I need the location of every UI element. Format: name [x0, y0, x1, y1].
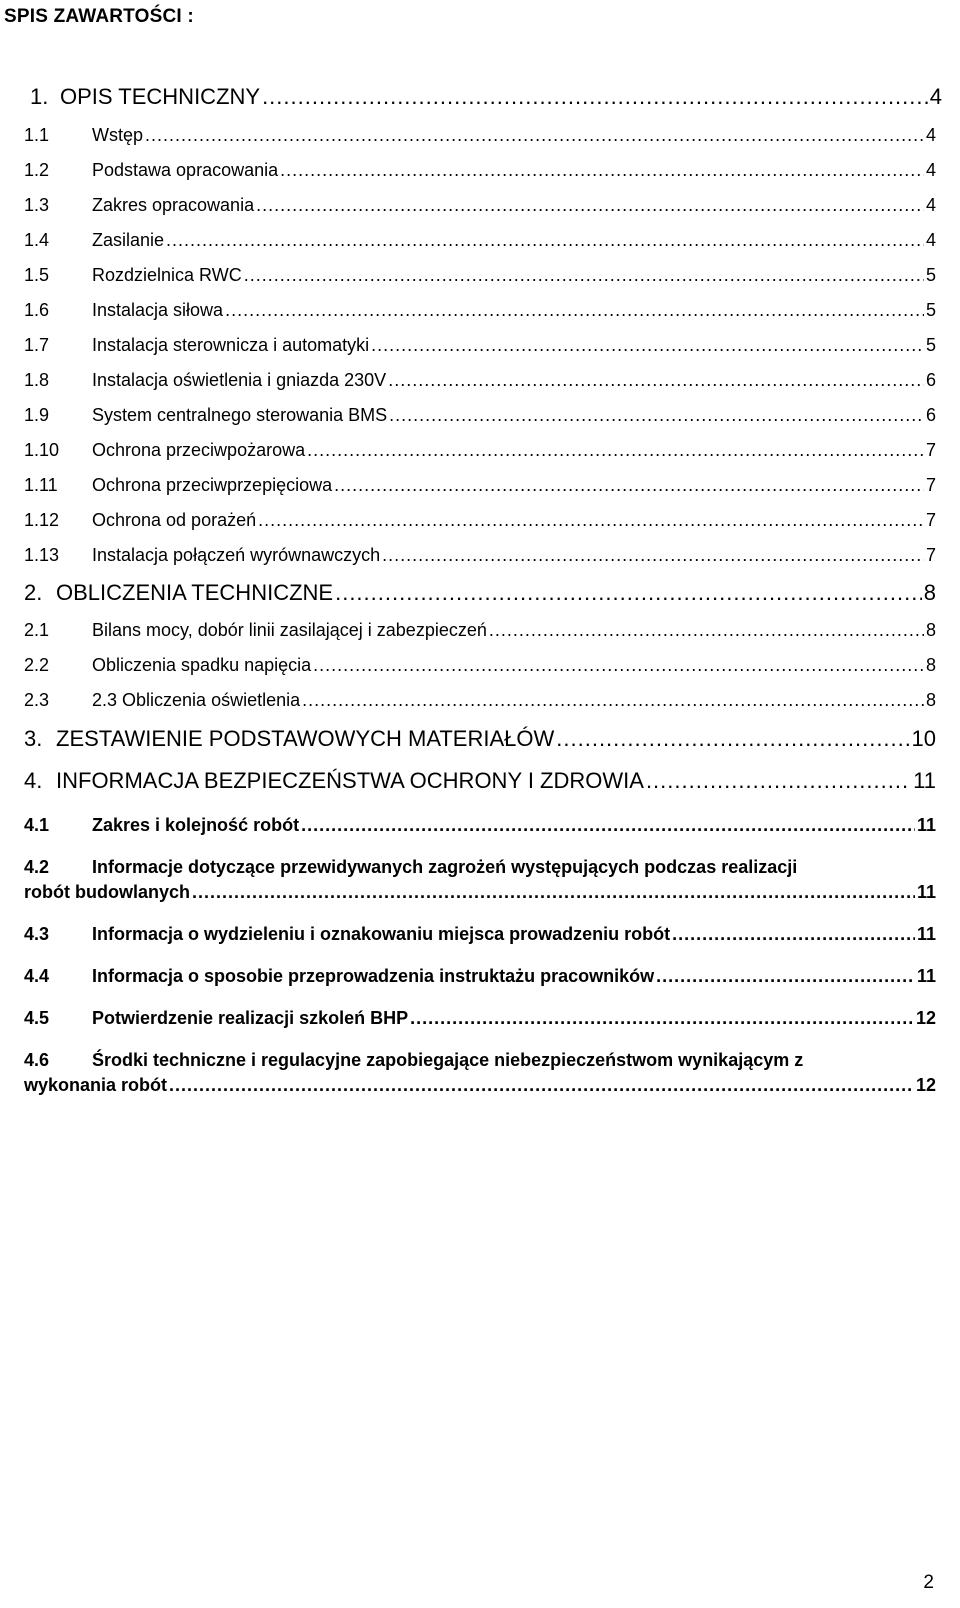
toc-entry-number: 4. [24, 768, 43, 793]
toc-entry-2-3[interactable] [24, 690, 936, 711]
toc-entry-page: 5 [925, 335, 936, 355]
toc-entry-text: Rozdzielnica RWC [92, 265, 242, 285]
toc-entry-text: robót budowlanych [24, 882, 190, 902]
toc-entry-1-12[interactable] [24, 510, 936, 531]
dot-leader [656, 966, 915, 987]
toc-entry-number: 4.4 [24, 966, 50, 986]
toc-entry-2-2[interactable] [24, 655, 936, 676]
toc-entry-number: 2.2 [24, 655, 50, 675]
toc-entry-text: Informacja o sposobie przeprowadzenia instruktażu pracowników [92, 966, 655, 986]
toc-entry-text: System centralnego sterowania BMS [92, 405, 388, 425]
toc-entry-number: 1.1 [24, 125, 50, 145]
toc-entry-page: 6 [925, 370, 936, 390]
toc-entry-page: 4 [925, 160, 936, 180]
toc-entry-page: 8 [923, 580, 936, 605]
dot-leader [225, 300, 924, 321]
toc-entry-1-4[interactable] [24, 230, 936, 251]
toc-entry-1-2[interactable] [24, 160, 936, 181]
dot-leader [145, 125, 924, 146]
dot-leader [371, 335, 924, 356]
dot-leader [192, 882, 915, 903]
dot-leader [489, 620, 924, 641]
toc-entry-2-1[interactable] [24, 620, 936, 641]
toc-entry-number: 1.11 [24, 475, 58, 495]
toc-entry-page: 4 [925, 195, 936, 215]
dot-leader [256, 195, 924, 216]
toc-entry-1-11[interactable] [24, 475, 936, 496]
toc-entry-page: 5 [925, 265, 936, 285]
toc-entry-number: 1.2 [24, 160, 50, 180]
toc-entry-page: 8 [925, 690, 936, 710]
toc-entry-page: 8 [925, 655, 936, 675]
toc-entry-text: Instalacja siłowa [92, 300, 224, 320]
toc-entry-text: INFORMACJA BEZPIECZEŃSTWA OCHRONY I ZDROWIA [56, 768, 644, 793]
toc-entry-text: 2.3 Obliczenia oświetlenia [92, 690, 301, 710]
toc-entry-text: Ochrona od porażeń [92, 510, 257, 530]
dot-leader [169, 1075, 914, 1096]
toc-entry-number: 1.8 [24, 370, 50, 390]
toc-entry-page: 11 [916, 924, 936, 944]
toc-entry-page: 11 [916, 815, 936, 835]
toc-entry-number: 1.7 [24, 335, 50, 355]
toc-entry-number: 4.5 [24, 1008, 50, 1028]
dot-leader [313, 655, 924, 676]
dot-leader [334, 475, 924, 496]
toc-entry-1-3[interactable] [24, 195, 936, 216]
toc-entry-page: 11 [916, 882, 936, 902]
toc-entry-number: 1.9 [24, 405, 50, 425]
toc-entry-number: 1.12 [24, 510, 60, 530]
toc-title: SPIS ZAWARTOŚCI : [4, 6, 194, 27]
toc-entry-text: OPIS TECHNICZNY [60, 84, 261, 109]
toc-entry-number: 4.1 [24, 815, 50, 835]
toc-entry-text: Informacje dotyczące przewidywanych zagrożeń występujących podczas realizacji [92, 857, 798, 877]
toc-entry-page: 11 [916, 966, 936, 986]
toc-entry-text: Obliczenia spadku napięcia [92, 655, 312, 675]
toc-entry-page: 7 [925, 545, 936, 565]
dot-leader [244, 265, 924, 286]
dot-leader [388, 370, 924, 391]
toc-entry-number: 1.5 [24, 265, 50, 285]
toc-entry-4-3[interactable] [24, 924, 936, 945]
dot-leader [556, 726, 909, 752]
toc-entry-text: Wstęp [92, 125, 144, 145]
toc-entry-1-10[interactable] [24, 440, 936, 461]
toc-entry-text: OBLICZENIA TECHNICZNE [56, 580, 334, 605]
page-number: 2 [923, 1572, 934, 1593]
toc-entry-4-1[interactable] [24, 815, 936, 836]
toc-entry-number: 2.1 [24, 620, 50, 640]
toc-entry-text: Zakres i kolejność robót [92, 815, 300, 835]
toc-entry-1-6[interactable] [24, 300, 936, 321]
toc-entry-1[interactable] [30, 84, 942, 110]
dot-leader [302, 690, 924, 711]
toc-entry-number: 2.3 [24, 690, 50, 710]
toc-entry-1-7[interactable] [24, 335, 936, 356]
dot-leader [301, 815, 915, 836]
toc-entry-4[interactable] [24, 768, 936, 794]
toc-entry-number: 4.6 [24, 1050, 50, 1070]
toc-entry-number: 4.3 [24, 924, 50, 944]
toc-entry-number: 2. [24, 580, 43, 605]
toc-entry-page: 8 [925, 620, 936, 640]
toc-entry-text: Instalacja połączeń wyrównawczych [92, 545, 381, 565]
toc-entry-1-8[interactable] [24, 370, 936, 391]
toc-entry-text: Potwierdzenie realizacji szkoleń BHP [92, 1008, 409, 1028]
toc-entry-page: 7 [925, 440, 936, 460]
toc-entry-page: 7 [925, 475, 936, 495]
dot-leader [382, 545, 924, 566]
toc-entry-1-13[interactable] [24, 545, 936, 566]
toc-entry-4-2-line2[interactable] [24, 882, 936, 903]
toc-entry-number: 4.2 [24, 857, 50, 877]
toc-entry-text: wykonania robót [24, 1075, 168, 1095]
toc-entry-2[interactable] [24, 580, 936, 606]
toc-entry-number: 1. [30, 84, 49, 109]
toc-entry-number: 1.3 [24, 195, 50, 215]
toc-entry-text: Bilans mocy, dobór linii zasilającej i zabezpieczeń [92, 620, 487, 640]
toc-entry-page: 7 [925, 510, 936, 530]
dot-leader [258, 510, 924, 531]
dot-leader [307, 440, 924, 461]
toc-entry-text: Informacja o wydzieleniu i oznakowaniu miejsca prowadzeniu robót [92, 924, 671, 944]
toc-entry-page: 6 [925, 405, 936, 425]
toc-entry-page: 4 [929, 84, 942, 109]
toc-entry-4-4[interactable] [24, 966, 936, 987]
dot-leader [335, 580, 922, 606]
toc-entry-1-9[interactable] [24, 405, 936, 426]
toc-entry-4-5[interactable] [24, 1008, 936, 1029]
dot-leader [646, 768, 911, 794]
toc-entry-number: 1.13 [24, 545, 60, 565]
dot-leader [389, 405, 924, 426]
toc-entry-text: Instalacja sterownicza i automatyki [92, 335, 370, 355]
toc-entry-page: 12 [915, 1008, 936, 1028]
toc-entry-page: 5 [925, 300, 936, 320]
dot-leader [166, 230, 924, 251]
toc-entry-text: Ochrona przeciwpożarowa [92, 440, 306, 460]
toc-entry-number: 3. [24, 726, 43, 751]
toc-entry-4-6-line1[interactable] [24, 1050, 936, 1071]
dot-leader [410, 1008, 914, 1029]
toc-entry-text: Ochrona przeciwprzepięciowa [92, 475, 333, 495]
toc-entry-number: 1.4 [24, 230, 50, 250]
toc-entry-text: ZESTAWIENIE PODSTAWOWYCH MATERIAŁÓW [56, 726, 555, 751]
toc-entry-page: 10 [911, 726, 936, 751]
toc-entry-page: 4 [925, 230, 936, 250]
toc-entry-1-5[interactable] [24, 265, 936, 286]
toc-entry-text: Środki techniczne i regulacyjne zapobiegające niebezpieczeństwom wynikającym z [92, 1050, 804, 1070]
toc-entry-4-2-line1[interactable] [24, 857, 936, 878]
dot-leader [280, 160, 924, 181]
toc-entry-page: 12 [915, 1075, 936, 1095]
toc-entry-number: 1.6 [24, 300, 50, 320]
toc-entry-text: Podstawa opracowania [92, 160, 279, 180]
dot-leader [672, 924, 915, 945]
toc-entry-text: Zasilanie [92, 230, 165, 250]
toc-entry-3[interactable] [24, 726, 936, 752]
toc-entry-1-1[interactable] [24, 125, 936, 146]
toc-entry-number: 1.10 [24, 440, 60, 460]
toc-entry-text: Instalacja oświetlenia i gniazda 230V [92, 370, 387, 390]
toc-entry-4-6-line2[interactable] [24, 1075, 936, 1096]
toc-entry-text: Zakres opracowania [92, 195, 255, 215]
toc-entry-page: 11 [913, 768, 936, 793]
dot-leader [262, 84, 928, 110]
toc-entry-page: 4 [925, 125, 936, 145]
